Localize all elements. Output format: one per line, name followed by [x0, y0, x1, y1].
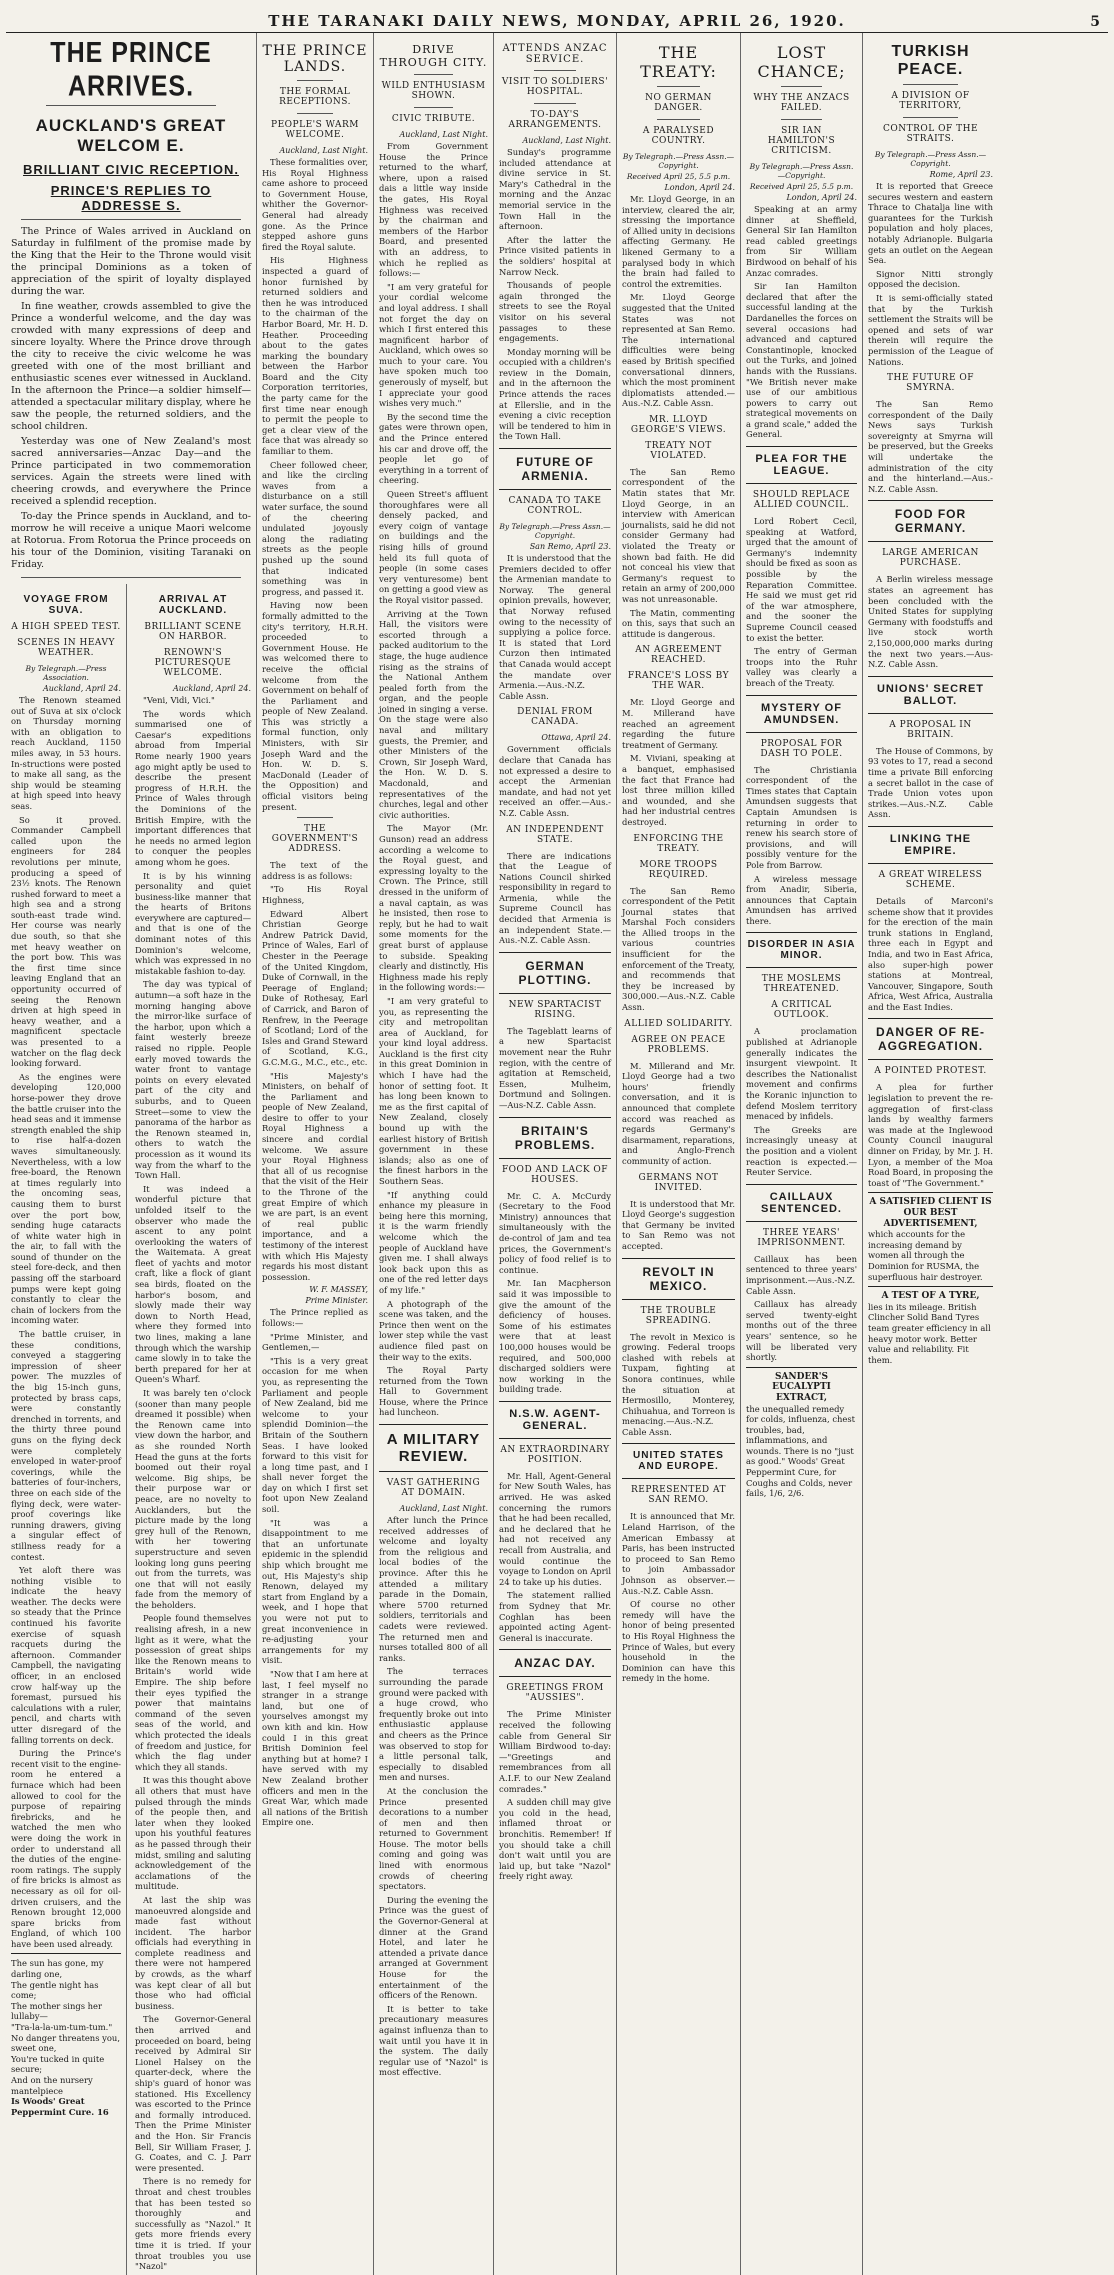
paragraph: A plea for further legislation to prevent the re-aggregation of first-class lands by wealthy farmers was made at the Inglewood County Council inaugural dinner on Friday, by Mr. J. H. Lyon, a member of the Moa Road Board, in proposing the toast of "The Government." — [868, 1082, 993, 1188]
deck-1: WHY THE ANZACS FAILED. — [753, 93, 850, 113]
divider — [781, 119, 822, 120]
deck-1: A HIGH SPEED TEST. — [11, 622, 121, 632]
article-head: THE PRINCE LANDS. — [262, 43, 368, 75]
paragraph: "It was a disappointment to me that an unfortunate epidemic in the splendid ship which brought me out, His Majesty's ship Renown, delayed my start from England by a week, and I hope that you were not put to great inconvenience in re-adjusting your arrangements for my visit. — [262, 1517, 368, 1666]
article-head: THE TREATY: — [640, 43, 717, 81]
paragraph: Details of Marconi's scheme show that it provides for the erection of the main trunk stations in England, three each in Egypt and India, and two in East Africa, also super-high power stations at Montreal, Vancouver, Singapore, South Africa, West Africa, Australia and the East Indies. — [868, 895, 993, 1012]
peppermint-cure-ad — [11, 1953, 121, 2117]
article-head: TURKISH PEACE. — [891, 43, 970, 78]
ad-text: which accounts for the increasing demand by women all through the Dominion for RUSMA, the superfluous hair destroyer. — [868, 1229, 983, 1282]
paragraph: Mr. C. A. McCurdy (Secretary to the Food Ministry) announces that simultaneously with the de-control of jam and tea prices, the Government's policy of food relief is to continue. — [499, 1190, 611, 1275]
paragraph: "Prime Minister, and Gentlemen,— — [262, 1331, 368, 1353]
byline: By Telegraph.—Press Assn.—Copyright. — [749, 162, 854, 180]
lead-paragraph: To-day the Prince spends in Auckland, and to-morrow he will receive a unique Maori welcome at Rotorua. From Rotorua the Prince proceeds on his tour of the Dominion, visiting Taranaki on Friday. — [11, 511, 251, 570]
deck-1: A PROPOSAL IN BRITAIN. — [889, 719, 972, 740]
paragraph: Mr. Lloyd George and M. Millerand have reached an agreement regarding the future treatment of Germany. — [622, 697, 735, 750]
paragraph: The Royal Party returned from the Town Hall to Government House, where the Prince had luncheon. — [379, 1365, 488, 1418]
paragraph: Sir Ian Hamilton declared that after the successful landing at the Dardanelles the forces on several occasions had advanced and captured Constantinople, knocked out the Turks, and joined hands with the Russians. "We British never make use of our ambitious powers to carry out strategical movements on a grand scale," added the General. — [746, 281, 857, 440]
article-head: GERMAN PLOTTING. — [518, 958, 592, 987]
article-head: PLEA FOR THE LEAGUE. — [755, 453, 848, 478]
danger-header — [868, 1018, 993, 1060]
signer-title: Prime Minister. — [305, 1296, 368, 1306]
article-head: ANZAC DAY. — [514, 1656, 596, 1671]
dateline: Auckland, April 24. — [172, 684, 251, 693]
ad-heading: SANDER'S EUCALYPTI EXTRACT, — [772, 1371, 831, 1403]
deck-1: A GREAT WIRELESS SCHEME. — [878, 869, 983, 890]
signer: W. F. MASSEY, — [309, 1285, 368, 1295]
deck-1: THE FORMAL RECEPTIONS. — [279, 87, 351, 107]
linking-header — [868, 826, 993, 864]
section-sub: AGREE ON PEACE PROBLEMS. — [631, 1034, 726, 1055]
byline: By Telegraph.—Press Assn.—Copyright. — [499, 522, 611, 541]
paragraph: Queen Street's affluent thoroughfares were all densely packed, and every coign of vantage on buildings and the rising hills of ground held its full quota of people (in some cases very venturesome) bent on getting a good view as the Royal visitor passed. — [379, 489, 488, 605]
subcolumn-voyage — [11, 584, 127, 2275]
headline-prince-arrives: THE PRINCE ARRIVES. — [50, 36, 212, 103]
deck-1: A POINTED PROTEST. — [874, 1066, 987, 1077]
deck-1: LARGE AMERICAN PURCHASE. — [882, 548, 979, 569]
deck-2: SCENES IN HEAVY WEATHER. — [17, 638, 115, 658]
paragraph: A sudden chill may give you cold in the head, inflamed throat or bronchitis. Remember! If you should take a chill don't wait until you are laid up, but take "Nazol" freely right away. — [499, 1797, 611, 1882]
paragraph: The San Remo correspondent of the Matin states that Mr. Lloyd George, in an interview with American journalists, said he did not consider Germany had violated the Treaty or shown bad faith. He did not conceal his view that Germany's request to retain an army of 200,000 was not unreasonable. — [622, 466, 735, 604]
paragraph: Cheer followed cheer, and like the circling waves from a disturbance on a still water surface, the sound of the cheering undulated joyously along the radiating streets as the people pushed up the sound that indicated something was in progress, and passed it. — [262, 459, 368, 597]
divider — [534, 70, 576, 71]
article-head: REVOLT IN MEXICO. — [642, 1264, 715, 1293]
article-head: A MILITARY REVIEW. — [386, 1431, 481, 1466]
dateline: Auckland, April 24. — [42, 684, 121, 693]
divider — [297, 80, 333, 81]
paragraph: The Tageblatt learns of a new Spartacist movement near the Ruhr region, with the centre of agitation at Remscheid, Essen, Mulheim, Dortmund and Solingen.—Aus-N.Z. Cable Assn. — [499, 1025, 611, 1110]
paragraph: There are indications that the League of Nations Council shirked responsibility in regard to Armenia, while the Supreme Council has decided that Armenia is an independent State.—Aus.-N.Z. Cable Assn. — [499, 850, 611, 946]
paragraph: "Now that I am here at last, I feel myself no stranger in a strange land, but one of yourselves amongst my own kith and kin. How could I in this great British Dominion feel anything but at home? I have served with my New Zealand brother officers and men in the Great War, which made all nations of the British Empire one. — [262, 1668, 368, 1828]
section-sub: DENIAL FROM CANADA. — [517, 707, 593, 728]
divider — [46, 105, 216, 106]
deck-2: RENOWN'S PICTURESQUE WELCOME. — [154, 648, 232, 678]
paragraph: The San Remo correspondent of the Daily News says Turkish sovereignty at Smyrna will be preserved, but the Greeks will undertake the administration of the city and the hinterland.—Aus.-N.Z. Cable Assn. — [868, 399, 993, 494]
deck-1: AN EXTRAORDINARY POSITION. — [500, 1444, 610, 1465]
divider — [414, 74, 453, 75]
sanders-extract-ad — [746, 1367, 857, 1499]
article-head-arrival: ARRIVAL AT AUCKLAND. — [158, 594, 228, 616]
article-head: N.S.W. AGENT-GENERAL. — [509, 1407, 601, 1432]
divider — [297, 817, 333, 818]
poem-line: You're tucked in quite secure; — [11, 2053, 105, 2075]
ad-text: lies in its mileage. British Clincher Solid Band Tyres team greater efficiency in all heavy motor work. Better value and reliability. Fit them. — [868, 1301, 991, 1365]
divider — [781, 86, 822, 87]
paragraph: Edward Albert Christian George Andrew Patrick David, Prince of Wales, Earl of Chester in the Peerage of the United Kingdom, Duke of Cornwall, in the Peerage of England; Duke of Rothesay, Earl of Carrick, and Baron of Renfrew, in the Peerage of Scotland; Lord of the Isles and Grand Steward of Scotland, K.G., G.C.M.G., M.C., etc., etc. — [262, 908, 368, 1067]
section-sub: FRANCE'S LOSS BY THE WAR. — [627, 671, 730, 692]
paragraph: During the evening the Prince was the guest of the Governor-General at dinner at the Grand Hotel, and later he attended a private dance arranged at Government House for the entertainment of the officers of the Renown. — [379, 1894, 488, 2001]
paragraph: The text of the address is as follows: — [262, 860, 368, 881]
disorder-header — [746, 932, 857, 968]
deck-1: A DIVISION OF TERRITORY, — [891, 91, 970, 111]
lead-subcolumns — [11, 584, 251, 2275]
mexico-header — [622, 1258, 735, 1300]
paragraph: The House of Commons, by 93 votes to 17, read a second time a private Bill enforcing a secret ballot in the case of Trade Union votes upon strikes.—Aus.-N.Z. Cable Assn. — [868, 745, 993, 820]
paragraph: The day was typical of autumn—a soft haze in the morning hanging above the mirror-like surface of the harbor, upon which a faint westerly breeze raised no ripple. People early moved towards the water front to vantage points on every elevated part of the city and suburbs, and to Queen Street—some to view the panorama of the harbor as the Renown steamed in, others to watch the procession as it wound its way from the wharf to the Town Hall. — [135, 979, 251, 1181]
britain-header — [499, 1117, 611, 1159]
article-head-voyage: VOYAGE FROM SUVA. — [23, 594, 109, 616]
divider — [903, 84, 958, 85]
deck-1: BRILLIANT SCENE ON HARBOR. — [144, 622, 242, 642]
paragraph: People found themselves realising afresh, in a new light as it were, what the possession of great ships like the Renown means to Britain's world wide Empire. The ship before their eyes typified the power that maintains command of the seven seas of the world, and which protected the ideals of freedom and justice, for which the flag under which they all stands. — [135, 1613, 251, 1772]
article-head: LINKING THE EMPIRE. — [889, 832, 972, 857]
column-prince-lands — [256, 33, 373, 2275]
article-head: FUTURE OF ARMENIA. — [516, 455, 594, 484]
dateline: Auckland, Last Night. — [522, 136, 611, 145]
deck-1: NEW SPARTACIST RISING. — [508, 999, 602, 1020]
divider — [21, 219, 241, 220]
column-anzac-service — [493, 33, 616, 2275]
article-head: CAILLAUX SENTENCED. — [761, 1190, 842, 1215]
poem-line: And on the nursery mantelpiece — [11, 2075, 93, 2096]
lead-paragraph: In fine weather, crowds assembled to give the Prince a wonderful welcome, and the day was crowded with many expressions of deep and sincere loyalty. Where the Prince drove through the city to receive the civic welcome he was greeted with one of the most brilliant and enthusiastic scenes ever witnessed in Auckland. In the afternoon the Prince—a soldier himself—attended a spectacular military display, where he saw the people, the returned soldiers, and the school children. — [11, 301, 251, 432]
paragraph: Thousands of people again thronged the streets to see the Royal visitor on his several passages to these engagements. — [499, 280, 611, 344]
dateline: Auckland, Last Night. — [399, 1504, 488, 1514]
deck-2: CIVIC TRIBUTE. — [391, 114, 476, 124]
column-lost-chance — [740, 33, 862, 2275]
ad-heading: A SATISFIED CLIENT IS OUR BEST ADVERTISEMENT, — [869, 1197, 992, 1229]
paragraph: "His Majesty's Ministers, on behalf of the Parliament and people of New Zealand, desire to offer to your Royal Highness a sincere and cordial welcome. We assure your Royal Highness that all of us recognise that the visit of the Heir to the Throne of the great Empire of which we are part, is an event of real public importance, and a testimony of the interest with which His Majesty regards his most distant possession. — [262, 1070, 368, 1282]
dateline: Auckland, Last Night. — [399, 130, 488, 139]
paragraph: It was this thought above all others that must have pulsed through the minds of the people then, and later when they looked upon his youthful features as he passed through their midst, smiling and saluting acknowledgement of the acclamations of the multitude. — [135, 1775, 251, 1892]
paragraph: The Greeks are increasingly uneasy at the position and a violent reaction is expected.—Reuter Service. — [746, 1124, 857, 1178]
paragraph: The Christiania correspondent of the Times states that Captain Amundsen suggests that Captain Amundsen is returning in order to renew his search store of provisions, and will possibly venture for the Pole from Barrow. — [746, 764, 857, 870]
section-sub: MORE TROOPS REQUIRED. — [639, 859, 718, 880]
column-drive-through-city — [373, 33, 493, 2275]
paragraph: So it proved. Commander Campbell called upon the engineers for 284 revolutions per minute, producing a speed of 23½ knots. The Renown rushed forward to meet a high sea and a strong south-east trade wind. Her course was nearly due south, so that she met heavy weather on the port bow. This was the first time since leaving England that an opportunity occurred of seeing the Renown driven at high speed in heavy weather, and a magnificent spectacle was presented to a watcher on the flag deck looking forward. — [11, 814, 121, 1069]
section-sub: ALLIED SOLIDARITY. — [624, 1018, 733, 1029]
unions-header — [868, 676, 993, 714]
deck-1: THE TROUBLE SPREADING. — [640, 1305, 717, 1326]
paragraph: Arriving at the Town Hall, the visitors were escorted through a packed auditorium to the stage, the huge audience rising as the strains of the National Anthem pealed forth from the organ, and the people joined in singing a verse. On the stage were also naval and military guests, the Premier, and other Ministers of the Crown, Sir Joseph Ward, the Hon. W. D. S. Macdonald, and representatives of the churches, legal and other civic authorities. — [379, 608, 488, 820]
paragraph: "To His Royal Highness, — [262, 884, 368, 905]
lead-paragraph: The Prince of Wales arrived in Auckland on Saturday in fulfilment of the promise made by the King that the Heir to the Throne would visit the principal Dominions as a token of appreciation of the spirit of loyalty displayed during the war. — [11, 226, 251, 297]
paragraph: The words which summarised one of Caesar's expeditions abroad from Imperial Rome nearly 1900 years ago might aptly be used to describe the present progress of H.R.H. the Prince of Wales through the Dominions of the British Empire, with the important differences that he needs no armed legion to conquer the peoples among whom he goes. — [135, 708, 251, 867]
deck-1: CANADA TO TAKE CONTROL. — [508, 496, 602, 517]
paragraph: Yet aloft there was nothing visible to indicate the heavy weather. The decks were so steady that the Prince continued his favorite exercise of squash racquets during the afternoon. Commander Campbell, the navigating officer, in an enclosed crow half-way up the foremast, pursued his calculations with a ruler, pencil, and charts with utter disregard of the falling torrents on deck. — [11, 1565, 121, 1745]
dateline: Ottawa, April 24. — [541, 733, 611, 743]
paragraph: "If anything could enhance my pleasure in being here this morning, it is the warm friendly welcome which the people of Auckland have given me. I shall always look back upon this as one of the red letter days of my life." — [379, 1189, 488, 1295]
paragraph: A wireless message from Anadir, Siberia, announces that Captain Amundsen has arrived there. — [746, 873, 857, 926]
caillaux-header — [746, 1184, 857, 1222]
paragraph: It is understood that the Premiers decided to offer the Armenian mandate to Norway. The general opinion prevails, however, that Norway refused owing to the necessity of supplying a police force. It is stated that Lord Curzon then intimated that Canada would accept the mandate over Armenia.—Aus.-N.Z. Cable Assn. — [499, 553, 611, 701]
dateline: Rome, April 23. — [929, 170, 993, 179]
tyre-ad — [868, 1286, 993, 1365]
poem-line: The sun has gone, my darling one, — [11, 1958, 104, 1980]
article-head: UNIONS' SECRET BALLOT. — [876, 682, 985, 707]
paragraph: It is understood that Mr. Lloyd George's suggestion that Germany be invited to San Remo was not accepted. — [622, 1198, 735, 1251]
paragraph: As the engines were developing 120,000 horse-power they drove the battle cruiser into the head seas and it immense strength enabled the ship to rise half-a-dozen waves simultaneously. Nevertheless, with a low free-board, the Renown at times regularly into the oncoming seas, causing them to burst over the port bow, sending huge cataracts of white water high in the air, to fall with the sound of thunder on the steel fore-deck, and then passing off the starboard pumps were kept going constantly to clear the chain of lockers from the incoming water. — [11, 1071, 121, 1326]
article-head: DANGER OF RE-AGGREGATION. — [876, 1025, 985, 1054]
deck-1: FOOD AND LACK OF HOUSES. — [501, 1164, 609, 1185]
section-sub: ENFORCING THE TREATY. — [633, 833, 724, 854]
deck-1: NO GERMAN DANGER. — [645, 93, 712, 113]
column-turkish-peace — [862, 33, 998, 2275]
paragraph: "This is a very great occasion for me when you, as representing the Parliament and people of New Zealand, bid me welcome to your splendid Dominion—the Britain of the Southern Seas. I have looked forward to this visit for a long time past, and I shall never forget the day on which I first set foot upon New Zealand soil. — [262, 1355, 368, 1515]
divider — [534, 103, 576, 104]
deck-2: CONTROL OF THE STRAITS. — [882, 124, 979, 144]
paragraph: Signor Nitti strongly opposed the decision. — [868, 268, 993, 290]
food-header — [868, 500, 993, 542]
deck-1: THE MOSLEMS THREATENED. — [761, 974, 842, 995]
paragraph: Monday morning will be occupied with a children's review in the Domain, and in the afternoon the Prince attends the races at Ellerslie, and in the evening a civic reception will be tendered to him in the Town Hall. — [499, 346, 611, 442]
poem-line: The gentle night has come; — [11, 1979, 99, 2001]
paragraph: These formalities over, His Royal Highness came ashore to proceed to Government House, whither the Governor-General had already gone. As the Prince stepped ashore guns fired the Royal salute. — [262, 157, 368, 252]
paragraph: It is announced that Mr. Leland Harrison, of the American Embassy at Paris, has been instructed to proceed to San Remo to join Ambassador Johnson as observer.—Aus.-N.Z. Cable Assn. — [622, 1511, 735, 1596]
article-head: LOST CHANCE; — [757, 43, 846, 81]
article-head: BRITAIN'S PROBLEMS. — [514, 1123, 596, 1152]
lead-paragraph: Yesterday was one of New Zealand's most sacred anniversaries—Anzac Day—and the Prince participated in two commemoration services. Again the streets were lined with cheering crowds, and everywhere the Prince received a splendid reception. — [11, 436, 251, 507]
paragraph: Mr. Lloyd George, in an interview, cleared the air, stressing the importance of Allied unity in decisions affecting Germany. He likened Germany to a paralysed body in which the brain had failed to control the extremities. — [622, 194, 735, 289]
paragraph: The San Remo correspondent of the Petit Journal states that Marshal Foch considers the Allied troops in the various countries insufficient for the enforcement of the Treaty, and recommends that they be increased by 300,000.—Aus.-N.Z. Cable Assn. — [622, 885, 735, 1013]
byline: By Telegraph.—Press Association. — [25, 664, 107, 682]
paragraph: Lord Robert Cecil, speaking at Watford, urged that the amount of Germany's indemnity should be fixed as soon as possible by the Reparation Committee. He said we must get rid of the war atmosphere, and the sooner the Supreme Council ceased to exist the better. — [746, 516, 857, 643]
paragraph: At last the ship was manoeuvred alongside and made fast without incident. The harbor officials had everything in complete readiness and there were not hampered by crowds, as the wharf was kept clear of all but those who had official business. — [135, 1894, 251, 2011]
paragraph: It is better to take precautionary measures against influenza than to wait until you have it in the system. The daily regular use of "Nazol" is most effective. — [379, 2003, 488, 2078]
ad-text: the unequalled remedy for colds, influenza, chest troubles, bad, inflammations, and wounds. There is no "just as good." Woods' Great Peppermint Cure, for Coughs and Colds, never fails, 1/6, 2/6. — [746, 1403, 856, 1499]
section-sub: AN AGREEMENT REACHED. — [635, 645, 722, 666]
paragraph: The Mayor (Mr. Gunson) read an address according a welcome to the Royal guest, and expressing loyalty to the Crown. The Prince, still dressed in the uniform of a naval captain, as was he insisted, then rose to reply, but he had to wait some moments for the great burst of applause to subside. Speaking clearly and distinctly, His Highness made his reply in the following words:— — [379, 823, 488, 993]
paragraph: During the Prince's recent visit to the engine-room he entered a furnace which had been allowed to cool for the purpose of repairing firebricks, and he watched the men who were doing the work in order to understand all the duties of the engine-room ratings. The supply of fire bricks is almost as necessary as oil for oil-driven cruisers, and the Renown brought 12,000 spare bricks from England, of which 100 have been used already. — [11, 1748, 121, 1949]
paragraph: After the latter the Prince visited patients in the soldiers' hospital at Narrow Neck. — [499, 234, 611, 277]
deck-1: REPRESENTED AT SAN REMO. — [630, 1485, 727, 1506]
deck-1: PROPOSAL FOR DASH TO POLE. — [760, 738, 843, 759]
rusma-ad — [868, 1192, 993, 1282]
section-sub: THE FUTURE OF SMYRNA. — [886, 373, 975, 394]
deck-1: WILD ENTHUSIASM SHOWN. — [381, 81, 486, 101]
nazol-notice: There is no remedy for throat and chest troubles that has been tested so thoroughly and successfully as "Nazol." It gets more friends every time it is tried. If your throat troubles you use "Nazol" — [135, 2176, 251, 2272]
paragraph: The battle cruiser, in these conditions, conveyed a staggering impression of sheer power. The muzzles of the big 15-inch guns, protected by brass caps, were constantly drenched in torrents, and the thirty three pound guns on the flying deck were completely enveloped in water-proof coverings, while the batteries of four-inchers, three on each side of the flying deck, were water-proof coverings like running drawers, giving a singular effect of stillness ready for a contest. — [11, 1329, 121, 1562]
paragraph: Sunday's programme included attendance at divine service in St. Mary's Cathedral in the morning and the Anzac memorial service in the Town Hall in the afternoon. — [499, 147, 611, 232]
section-sub: GERMANS NOT INVITED. — [638, 1172, 719, 1193]
article-head: ATTENDS ANZAC SERVICE. — [502, 43, 608, 65]
paragraph: "I am very grateful to you, as representing the city and metropolitan area of Auckland, for your kind loyal address. Auckland is the first city in this great Dominion in which I have had the honor of setting foot. It has long been known to me as the first capital of New Zealand, closely bound up with the earliest history of British government in these islands; also as one of the finest harbors in the Southern Seas. — [379, 995, 488, 1186]
paragraph: The revolt in Mexico is growing. Federal troops clashed with rebels at Tuxpam, fighting at Sonora continues, while the situation at Hermosillo, Monterey, Chihuahua, and Torreon is menacing.—Aus.-N.Z. Cable Assn. — [622, 1331, 735, 1437]
dateline: San Remo, April 23. — [529, 542, 611, 552]
paragraph: It was barely ten o'clock (sooner than many people dreamed it possible) when the Renown came into view down the harbor, and as she rounded North Head the guns at the forts boomed out their royal welcome. Big ships, be their purpose war or peace, are no novelty to Aucklanders, but the picture made by the long grey hull of the Renown, with her towering superstructure and seven looking long guns peering out from the turrets, was one that will not easily fade from the memory of the beholders. — [135, 1388, 251, 1610]
deck-2: TO-DAY'S ARRANGEMENTS. — [508, 110, 602, 130]
section-sub: AN INDEPENDENT STATE. — [506, 824, 604, 845]
paragraph: Mr. Ian Macpherson said it was impossible to give the amount of the deficiency of houses. Some of his estimates were that at least 100,000 houses would be required, and 500,000 discharged soldiers were now working in the building trade. — [499, 1278, 611, 1395]
article-head: FOOD FOR GERMANY. — [894, 507, 967, 536]
paragraph: M. Millerand and Mr. Lloyd George had a two hours' friendly conversation, and it is announced that complete accord was reached as regards Germany's disarmament, reparations, and Anglo-French community of action. — [622, 1060, 736, 1166]
paragraph: It is by his winning personality and quiet business-like manner that the hearts of Britons everywhere are captured—and that is one of the dominant notes of this Dominion's welcome, which was expressed in no mistakable fashion to-day. — [135, 870, 251, 976]
paragraph: The Matin, commenting on this, says that such an attitude is dangerous. — [622, 607, 735, 639]
deck-1: VAST GATHERING AT DOMAIN. — [386, 1478, 481, 1499]
paragraph: It is reported that Greece secures western and eastern Thrace to Chatalja line with guarantees for the Turkish population and holy places, notably Adrianople. Bulgaria gets an outlet on the Aegean Sea. — [868, 181, 993, 266]
paragraph: "I am very grateful for your cordial welcome and loyal address. I shall not forget the day on which I first entered this magnificent harbor of Auckland, which owes so much to your care. You have spoken much too generously of myself, but I appreciate your good wishes very much." — [379, 281, 488, 409]
article-head: MYSTERY OF AMUNDSEN. — [761, 701, 842, 726]
paragraph: The Renown steamed out of Suva at six o'clock on Thursday morning with an obligation to reach Auckland, 1150 miles away, in 53 hours. In-structions were posted to make all sang, as the ship would be steaming at high speed into heavy seas. — [11, 695, 121, 811]
paragraph: A Berlin wireless message states an agreement has been concluded with the United States for supplying Germany with foodstuffs and live stock worth 2,150,000,000 marks during the next two years.—Aus-N.Z. Cable Assn. — [868, 574, 993, 670]
deck-2: A PARALYSED COUNTRY. — [642, 126, 715, 146]
masthead — [6, 4, 1108, 33]
paragraph: Speaking at an army dinner at Sheffield, General Sir Ian Hamilton read cabled greetings from Sir William Birdwood on behalf of his Anzac comrades. — [746, 204, 857, 278]
paragraph: It was indeed a wonderful picture that unfolded itself to the observer who made the ascent to any point overlooking the waters of the Waitemata. A great fleet of yachts and motor craft, like a flock of giant sea birds, floated on the harbor's bosom, and slowly made their way down to North Head, where they formed into two lines, making a lane through which the warship came slowly in to take the berth prepared for her at Queen's Wharf. — [135, 1183, 251, 1385]
paragraph: Mr. Hall, Agent-General for New South Wales, has arrived. He was asked concerning the rumors that he had been recalled, and he declared that he had not received any recall from Australia, and would continue the voyage to London on April 24 to take up his duties. — [499, 1470, 611, 1587]
subhead-civic-reception: BRILLIANT CIVIC RECEPTION. — [23, 162, 239, 177]
poem-line: "Tra-la-la-um-tum-tum." — [11, 2022, 113, 2033]
ad-heading: A TEST OF A TYRE, — [881, 1291, 980, 1302]
plea-header — [746, 446, 857, 484]
agent-general-header — [499, 1401, 611, 1439]
paragraph: The Prince replied as follows:— — [262, 1307, 368, 1328]
paragraph: A proclamation published at Adrianople generally indicates the insurgent viewpoint. It describes the Nationalist movement and confirms the Koranic injunction to defend Moslem territory menaced by infidels. — [746, 1026, 857, 1122]
paragraph: At the conclusion the Prince presented decorations to a number of men and then returned to Government House. The motor bells coming and going was lined with enormous crowds of cheering spectators. — [379, 1785, 488, 1892]
subcolumn-arrival — [135, 584, 251, 2275]
section-sub: THE GOVERNMENT'S ADDRESS. — [271, 824, 359, 855]
poem-line: No danger threatens you, sweet one, — [11, 2032, 120, 2054]
anzac-day-header — [499, 1649, 611, 1677]
divider — [657, 86, 700, 87]
paragraph: It is semi-officially stated that by the Turkish settlement the Straits will be opened and sets of war therein will require the permission of the League of Nations. — [868, 292, 993, 367]
deck-1: SHOULD REPLACE ALLIED COUNCIL. — [752, 490, 851, 511]
section-sub: TREATY NOT VIOLATED. — [645, 440, 712, 461]
page-number: 5 — [1090, 14, 1100, 30]
dateline: Auckland, Last Night. — [279, 146, 368, 155]
military-review-header — [379, 1424, 488, 1472]
quote: "Veni, Vidi, Vici." — [143, 695, 215, 705]
byline: By Telegraph.—Press Assn.—Copyright. — [874, 150, 987, 168]
masthead-title: THE TARANAKI DAILY NEWS, MONDAY, APRIL 26, 1920. — [268, 12, 846, 30]
paragraph: His Highness inspected a guard of honor furnished by returned soldiers and then he was introduced to the chairman of the Harbor Board, Mr. H. D. Heather. Proceeding about to the gates marking the boundary between the Harbor Board and the City Corporation territories, the party came for the first time near enough to permit the people to get a clear view of the face that was already so familiar to them. — [262, 255, 368, 457]
paragraph: The statement rallied from Sydney that Mr. Coghlan has been appointed acting Agent-General is inaccurate. — [499, 1590, 611, 1643]
article-head: DISORDER IN ASIA MINOR. — [747, 939, 856, 962]
article-head: UNITED STATES AND EUROPE. — [633, 1450, 724, 1473]
paragraph: Caillaux has already served twenty-eight months out of the three years' sentence, so he will be liberated very shortly. — [746, 1299, 857, 1363]
deck-1: THREE YEARS' IMPRISONMENT. — [757, 1227, 846, 1248]
paragraph: By the second time the gates were thrown open, and the Prince entered his car and drove off, the people let go of everything in a torrent of cheering. — [379, 411, 488, 486]
deck-2: PEOPLE'S WARM WELCOME. — [271, 120, 359, 140]
paragraph: Government officials declare that Canada has not expressed a desire to accept the Armenian mandate, and had not yet received an offer.—Aus.-N.Z. Cable Assn. — [499, 744, 611, 818]
paragraph: The Governor-General then arrived and proceeded on board, being received by Admiral Sir Lionel Halsey on the quarter-deck, where the ship's guard of honor was stationed. His Excellency was escorted to the Prince and formally introduced. Then the Prime Minister and the Hon. Sir Francis Bell, Sir William Fraser, J. G. Coates, and C. J. Parr were presented. — [135, 2014, 251, 2173]
mystery-header — [746, 695, 857, 733]
received-time: Received April 25, 5.5 p.m. — [626, 172, 731, 181]
divider — [21, 577, 241, 578]
paragraph: The entry of German troops into the Ruhr valley was clearly a breach of the Treaty. — [746, 646, 857, 688]
paragraph: After lunch the Prince received addresses of welcome and loyalty from the religious and local bodies of the province. After this he attended a military parade in the Domain, where 5700 returned soldiers, territorials and cadets were reviewed. The returned men and nurses totalled 800 of all ranks. — [379, 1515, 488, 1663]
dateline: London, April 24. — [786, 193, 857, 202]
subhead-replies: PRINCE'S REPLIES TO ADDRESSE S. — [50, 183, 212, 213]
byline: By Telegraph.—Press Assn.—Copyright. — [622, 152, 735, 170]
received-time: Received April 25, 5.5 p.m. — [749, 182, 854, 191]
paragraph: M. Viviani, speaking at a banquet, emphasised the fact that France had lost three million killed and wounded, and she had her industrial centres destroyed. — [622, 753, 735, 827]
divider — [903, 117, 958, 118]
armenia-header — [499, 448, 611, 490]
deck-2: A CRITICAL OUTLOOK. — [771, 1000, 832, 1021]
paragraph: Caillaux has been sentenced to three years' imprisonment.—Aus.-N.Z. Cable Assn. — [746, 1253, 857, 1296]
deck-2: SIR IAN HAMILTON'S CRITICISM. — [767, 126, 836, 156]
poem-line: The mother sings her lullaby— — [11, 2000, 103, 2022]
paragraph: Mr. Lloyd George suggested that the United States was not represented at San Remo. The international difficulties were being eased by British specified conversational dinners, which the most prominent diplomatists attended.—Aus.-N.Z. Cable Assn. — [622, 292, 735, 409]
column-prince-arrives — [6, 33, 256, 2275]
divider — [414, 107, 453, 108]
poem-line: Is Woods' Great Peppermint Cure. 16 — [11, 2096, 109, 2117]
dateline: London, April 24. — [664, 183, 735, 192]
deck-1: VISIT TO SOLDIERS' HOSPITAL. — [501, 77, 609, 97]
subhead-great-welcome: AUCKLAND'S GREAT WELCOM E. — [35, 116, 227, 155]
paragraph: The terraces surrounding the parade ground were packed with a huge crowd, who frequently broke out into enthusiastic applause and cheers as the Prince was observed to stop for a little personal talk, especially to disabled men and nurses. — [379, 1666, 488, 1783]
german-plotting-header — [499, 952, 611, 994]
column-the-treaty — [616, 33, 740, 2275]
section-sub: MR. LLOYD GEORGE'S VIEWS. — [630, 414, 727, 435]
divider — [657, 119, 700, 120]
article-head: DRIVE THROUGH CITY. — [379, 43, 488, 69]
us-europe-header — [622, 1443, 735, 1479]
deck-1: GREETINGS FROM "AUSSIES". — [506, 1683, 604, 1704]
paragraph: Of course no other remedy will have the honor of being presented to His Royal Highness the Prince of Wales, but every household in the Dominion can have this remedy in the home. — [622, 1599, 735, 1684]
divider — [297, 113, 333, 114]
paragraph: Having now been formally admitted to the city's territory, H.R.H. proceeded to Government House. He was welcomed there to receive the official welcome from the Government on behalf of the Parliament and people of New Zealand. This was strictly a formal function, only Ministers, with Sir Joseph Ward and the Hon. W. D. S. MacDonald (Leader of the Opposition) and official visitors being present. — [262, 600, 368, 812]
paragraph: The Prime Minister received the following cable from General Sir William Birdwood to-day:—"Greetings and remembrances from all A.I.F. to our New Zealand comrades." — [499, 1709, 611, 1794]
paragraph: From Government House the Prince returned to the wharf, where, upon a raised dais a little way inside the gates, His Royal Highness was received by the chairman and members of the Harbor Board, and presented with an address, to which he replied as follows:— — [379, 141, 488, 279]
paragraph: A photograph of the scene was taken, and the Prince then went on the lower step while the vast audience filed past on their way to the exits. — [379, 1298, 488, 1362]
